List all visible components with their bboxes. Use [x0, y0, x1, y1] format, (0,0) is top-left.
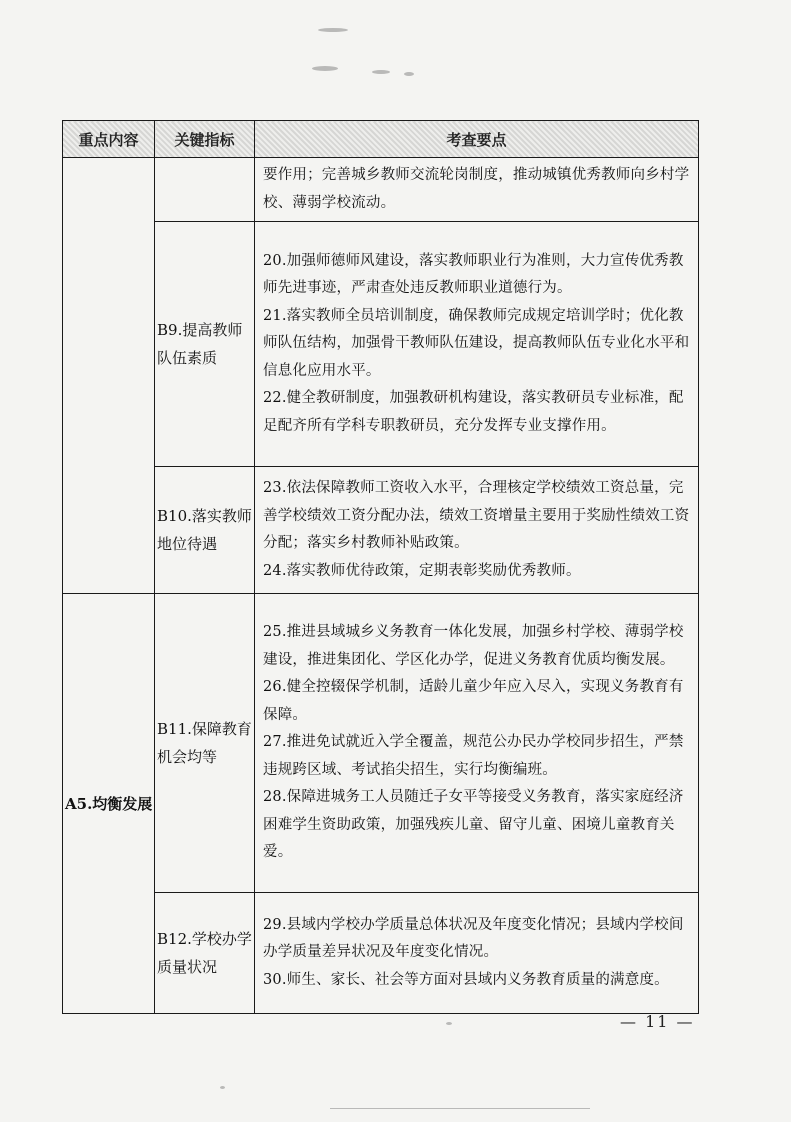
indicator-b10: B10.落实教师地位待遇	[155, 467, 255, 594]
points-cell-cont	[255, 158, 699, 222]
evaluation-table-container	[62, 120, 699, 1014]
header-check-points: 考查要点	[255, 121, 699, 158]
table-row	[63, 158, 699, 222]
evaluation-table	[62, 120, 699, 1014]
table-row	[63, 222, 699, 467]
key-content-cell-a4-cont	[63, 158, 155, 594]
header-key-content: 重点内容	[63, 121, 155, 158]
check-point-23: 23.依法保障教师工资收入水平，合理核定学校绩效工资总量，完善学校绩效工资分配办法，绩效工资增量主要用于奖励性绩效工资分配；落实乡村教师补贴政策。	[263, 480, 690, 551]
points-cell-b10	[255, 467, 699, 594]
check-point-29: 29.县域内学校办学质量总体状况及年度变化情况；县域内学校间办学质量差异状况及年度变化情况。	[263, 916, 684, 961]
indicator-b9: B9.提高教师队伍素质	[155, 222, 255, 467]
page-number: — 11 —	[620, 1012, 695, 1031]
points-cell-b11	[255, 594, 699, 893]
header-key-indicator: 关键指标	[155, 121, 255, 158]
check-point-30: 30.师生、家长、社会等方面对县域内义务教育质量的满意度。	[263, 971, 669, 988]
check-point-22: 22.健全教研制度，加强教研机构建设，落实教研员专业标准，配足配齐所有学科专职教研员，充分发挥专业支撑作用。	[263, 390, 684, 434]
check-point-21: 21.落实教师全员培训制度，确保教师完成规定培训学时；优化教师队伍结构，加强骨干教师队伍建设，提高教师队伍专业化水平和信息化应用水平。	[263, 307, 690, 379]
check-point-27: 27.推进免试就近入学全覆盖，规范公办民办学校同步招生，严禁违规跨区域、考试掐尖招生，实行均衡编班。	[263, 734, 684, 778]
table-row	[63, 594, 699, 893]
table-row	[63, 467, 699, 594]
table-row	[63, 893, 699, 1014]
check-point-24: 24.落实教师优待政策，定期表彰奖励优秀教师。	[263, 562, 581, 579]
indicator-b11: B11.保障教育机会均等	[155, 594, 255, 893]
points-cell-b9	[255, 222, 699, 467]
check-point: 要作用；完善城乡教师交流轮岗制度，推动城镇优秀教师向乡村学校、薄弱学校流动。	[263, 167, 690, 211]
points-cell-b12	[255, 893, 699, 1014]
table-header-row	[63, 121, 699, 158]
check-point-26: 26.健全控辍保学机制，适龄儿童少年应入尽入，实现义务教育有保障。	[263, 679, 684, 723]
indicator-b12: B12.学校办学质量状况	[155, 893, 255, 1014]
check-point-28: 28.保障进城务工人员随迁子女平等接受义务教育，落实家庭经济困难学生资助政策，加强残疾儿童、留守儿童、困境儿童教育关爱。	[263, 789, 684, 861]
key-content-a5: A5.均衡发展	[63, 594, 155, 1014]
check-point-20: 20.加强师德师风建设，落实教师职业行为准则，大力宣传优秀教师先进事迹，严肃查处违反教师职业道德行为。	[263, 252, 684, 297]
indicator-cell-cont	[155, 158, 255, 222]
check-point-25: 25.推进县域城乡义务教育一体化发展，加强乡村学校、薄弱学校建设，推进集团化、学区化办学，促进义务教育优质均衡发展。	[263, 624, 684, 668]
